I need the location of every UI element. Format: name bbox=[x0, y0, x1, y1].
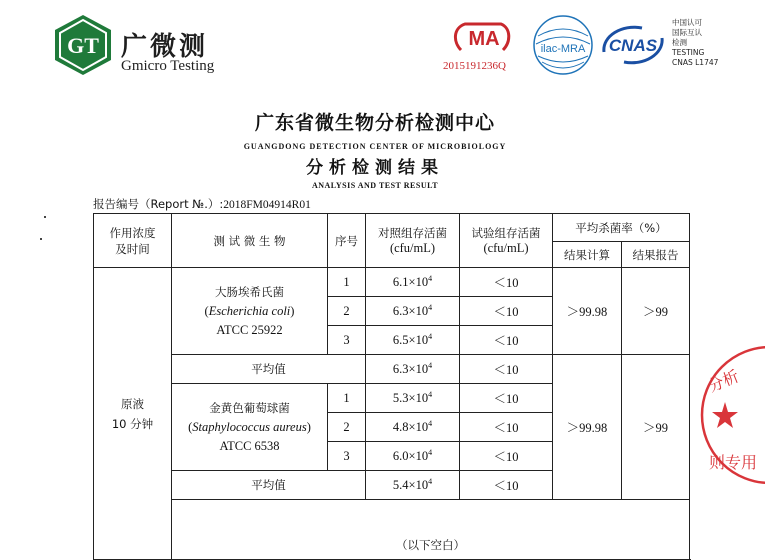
control-cell: $6.1\times 10^4$ bbox=[366, 268, 460, 297]
test-cell: ＜10 bbox=[460, 326, 553, 355]
gmicro-logo-icon bbox=[52, 14, 114, 76]
report-number bbox=[93, 196, 311, 212]
header-seq: 序号 bbox=[328, 214, 366, 268]
stamp-text: 分析 bbox=[704, 366, 742, 397]
seq-cell: 3 bbox=[328, 442, 366, 471]
control-cell: $5.3\times 10^4$ bbox=[366, 384, 460, 413]
report-title-cn: 分析检测结果 bbox=[306, 158, 444, 178]
test-cell: ＜10 bbox=[460, 297, 553, 326]
cnas-line: TESTING bbox=[672, 48, 705, 57]
cnas-line: 国际互认 bbox=[672, 28, 702, 37]
ilac-logo-text: ilac-MRA bbox=[540, 43, 586, 55]
header-organism: 测 试 微 生 物 bbox=[172, 214, 328, 268]
org-title-cn: 广东省微生物分析检测中心 bbox=[254, 112, 495, 134]
control-cell: $6.0\times 10^4$ bbox=[366, 442, 460, 471]
cnas-logo-text: CNAS bbox=[608, 36, 658, 55]
organism-cell: 金黄色葡萄球菌 (Staphylococcus aureus) ATCC 6538 bbox=[172, 384, 328, 471]
footer-row bbox=[94, 500, 690, 560]
average-label: 平均值 bbox=[172, 355, 366, 384]
cnas-line: 中国认可 bbox=[672, 18, 702, 27]
header-kill-rate: 平均杀菌率（%） bbox=[553, 214, 690, 242]
condition-cell: 原液 10 分钟 bbox=[94, 268, 172, 560]
test-cell: ＜10 bbox=[460, 442, 553, 471]
test-cell: ＜10 bbox=[460, 413, 553, 442]
header-test: 试验组存活菌 (cfu/mL) bbox=[460, 214, 553, 268]
test-cell: ＜10 bbox=[460, 268, 553, 297]
margin-dot bbox=[44, 216, 46, 218]
control-cell: $6.5\times 10^4$ bbox=[366, 326, 460, 355]
results-table bbox=[93, 213, 690, 560]
cma-number: 2015191236Q bbox=[443, 60, 506, 72]
seq-cell: 2 bbox=[328, 413, 366, 442]
table-row bbox=[94, 268, 690, 297]
report-cell: ＞99 bbox=[622, 268, 690, 355]
seq-cell: 2 bbox=[328, 297, 366, 326]
header-concentration-time: 作用浓度 及时间 bbox=[94, 214, 172, 268]
stamp-text: 则专用 bbox=[709, 453, 758, 472]
header-calc: 结果计算 bbox=[553, 242, 622, 268]
average-label: 平均值 bbox=[172, 471, 366, 500]
header-row bbox=[94, 214, 690, 242]
org-title-en: GUANGDONG DETECTION CENTER OF MICROBIOLOGY bbox=[243, 142, 507, 151]
blank-below-note: （以下空白） bbox=[172, 500, 690, 560]
seal-stamp-icon bbox=[695, 340, 765, 490]
brand-name-en: Gmicro Testing bbox=[121, 58, 215, 74]
control-cell: $4.8\times 10^4$ bbox=[366, 413, 460, 442]
calc-cell: ＞99.98 bbox=[553, 355, 622, 500]
control-cell: $6.3\times 10^4$ bbox=[366, 297, 460, 326]
header-control: 对照组存活菌 (cfu/mL) bbox=[366, 214, 460, 268]
brand-name-cn: 广微测 bbox=[121, 32, 209, 62]
seq-cell: 1 bbox=[328, 384, 366, 413]
cma-logo-text: MA bbox=[468, 28, 500, 50]
calc-cell: ＞99.98 bbox=[553, 268, 622, 355]
report-cell: ＞99 bbox=[622, 355, 690, 500]
average-row bbox=[94, 355, 690, 384]
margin-dot bbox=[40, 238, 42, 240]
cma-logo-icon bbox=[451, 20, 513, 54]
seq-cell: 1 bbox=[328, 268, 366, 297]
ilac-mra-logo-icon bbox=[528, 14, 598, 76]
report-number-label: 报告编号（Report №.）: bbox=[93, 197, 224, 211]
report-title-en: ANALYSIS AND TEST RESULT bbox=[311, 181, 439, 190]
average-test-cell: ＜10 bbox=[460, 471, 553, 500]
average-control-cell: $5.4\times 10^4$ bbox=[366, 471, 460, 500]
header-report: 结果报告 bbox=[622, 242, 690, 268]
test-cell: ＜10 bbox=[460, 384, 553, 413]
cnas-accreditation-text bbox=[672, 18, 718, 68]
average-test-cell: ＜10 bbox=[460, 355, 553, 384]
organism-cell: 大肠埃希氏菌 (Escherichia coli) ATCC 25922 bbox=[172, 268, 328, 355]
cnas-logo-icon bbox=[598, 22, 668, 68]
logo-letters: GT bbox=[67, 33, 99, 58]
report-number-value: 2018FM04914R01 bbox=[223, 199, 311, 211]
cnas-line: 检测 bbox=[672, 38, 687, 47]
seq-cell: 3 bbox=[328, 326, 366, 355]
cnas-line: CNAS L1747 bbox=[672, 58, 719, 67]
average-control-cell: $6.3\times 10^4$ bbox=[366, 355, 460, 384]
